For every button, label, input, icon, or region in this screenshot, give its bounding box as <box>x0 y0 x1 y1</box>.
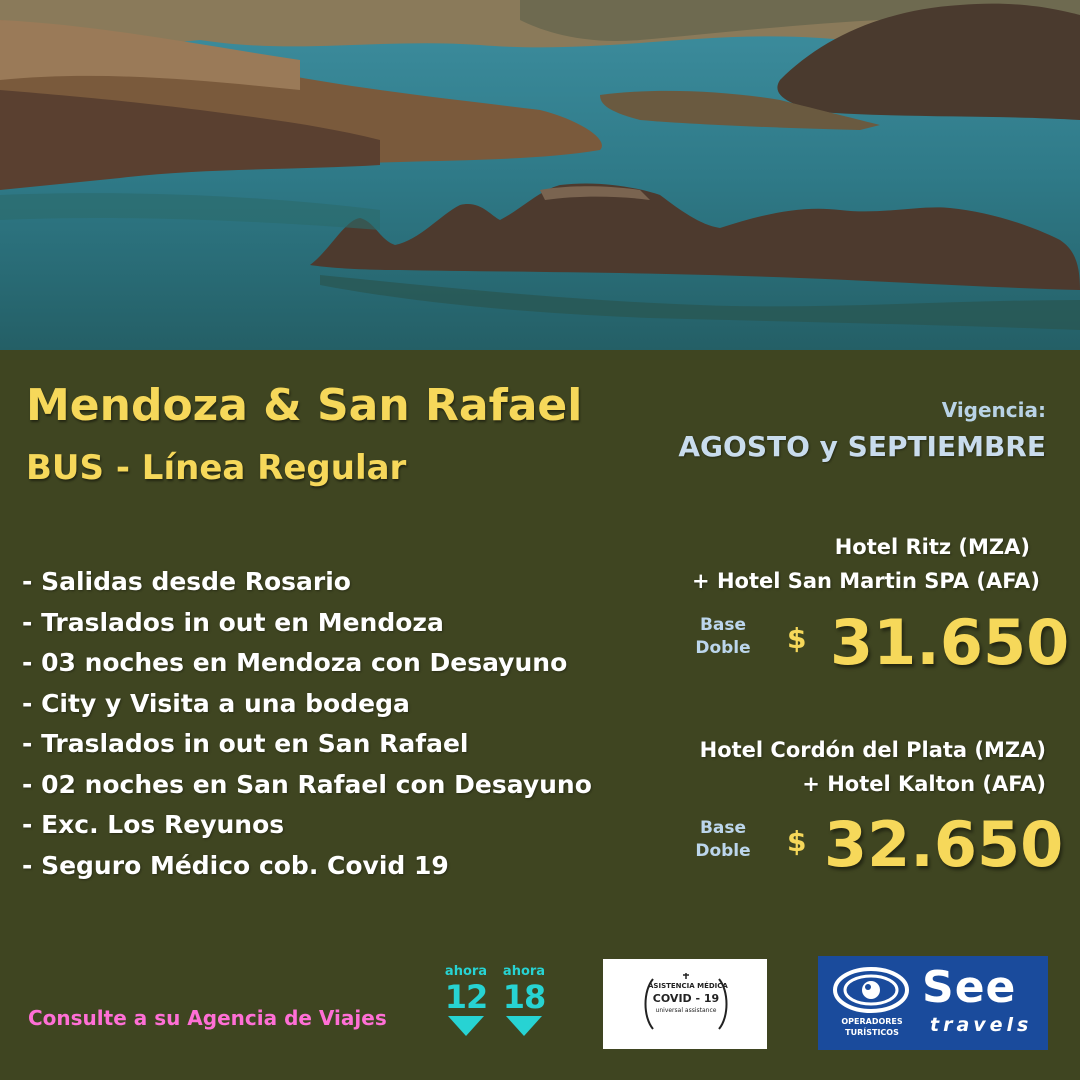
hero-landscape-photo <box>0 0 1080 350</box>
covid-assistance-badge <box>603 959 767 1049</box>
ahora-18-badge <box>501 964 547 1036</box>
down-arrow-icon <box>506 1016 542 1036</box>
eye-logo-icon <box>832 966 910 1014</box>
feature-item: - Salidas desde Rosario <box>22 567 351 596</box>
covid-badge-line2: COVID - 19 <box>652 992 720 1005</box>
offer-2-currency: $ <box>787 825 807 858</box>
offer-1-price: 31.650 <box>830 606 1070 679</box>
see-travels-logo <box>818 956 1048 1050</box>
offer-1-base-line1: Base <box>699 615 747 635</box>
consult-agency-text: Consulte a su Agencia de Viajes <box>28 1006 387 1030</box>
feature-item: - 02 noches en San Rafael con Desayuno <box>22 769 592 799</box>
offer-2-price: 32.650 <box>824 808 1064 881</box>
offer-2-base <box>688 817 758 863</box>
offer-1-currency: $ <box>787 622 807 655</box>
ahora-12-badge <box>443 964 489 1036</box>
offer-1-base-line2: Doble <box>695 638 751 658</box>
ahora-12-label: ahora <box>444 964 488 979</box>
feature-item: - Traslados in out en Mendoza <box>22 607 444 637</box>
offer-2-hotel-line2: + Hotel Kalton (AFA) <box>802 772 1046 796</box>
covid-badge-line3: universal assistance <box>655 1007 717 1014</box>
see-logo-travels: travels <box>930 1014 1033 1036</box>
offer-1-base <box>688 614 758 660</box>
offer-1-hotels <box>692 530 1040 598</box>
ahora-12-number: 12 <box>444 978 488 1016</box>
covid-badge-line1: ASISTENCIA MÉDICA <box>648 982 728 990</box>
offer-1-hotel-line2: + Hotel San Martin SPA (AFA) <box>692 569 1040 593</box>
see-logo-ops <box>826 1016 918 1038</box>
offer-2-base-line2: Doble <box>695 841 751 861</box>
see-logo-ops-line1: OPERADORES <box>841 1017 903 1026</box>
ahora-18-number: 18 <box>502 978 546 1016</box>
page-subtitle: BUS - Línea Regular <box>26 448 407 488</box>
offer-1-hotel-line1: Hotel Ritz (MZA) <box>834 535 1030 559</box>
feature-item: - Exc. Los Reyunos <box>22 810 285 839</box>
validity-label: Vigencia: <box>941 398 1046 422</box>
feature-item: - 03 noches en Mendoza con Desayuno <box>22 648 568 677</box>
features-list <box>22 562 592 886</box>
page-title: Mendoza & San Rafael <box>26 380 583 431</box>
offer-2-hotels <box>700 733 1046 801</box>
landscape-illustration <box>0 0 1080 350</box>
ahora-18-label: ahora <box>502 964 546 979</box>
offer-2-hotel-line1: Hotel Cordón del Plata (MZA) <box>699 738 1046 762</box>
feature-item: - City y Visita a una bodega <box>22 688 410 718</box>
see-logo-word: See <box>922 962 1017 1013</box>
validity-value: AGOSTO y SEPTIEMBRE <box>678 430 1046 463</box>
feature-item: - Traslados in out en San Rafael <box>22 729 469 758</box>
see-logo-ops-line2: TURÍSTICOS <box>845 1028 899 1037</box>
feature-item: - Seguro Médico cob. Covid 19 <box>22 850 449 880</box>
down-arrow-icon <box>448 1016 484 1036</box>
offer-2-base-line1: Base <box>699 818 747 838</box>
